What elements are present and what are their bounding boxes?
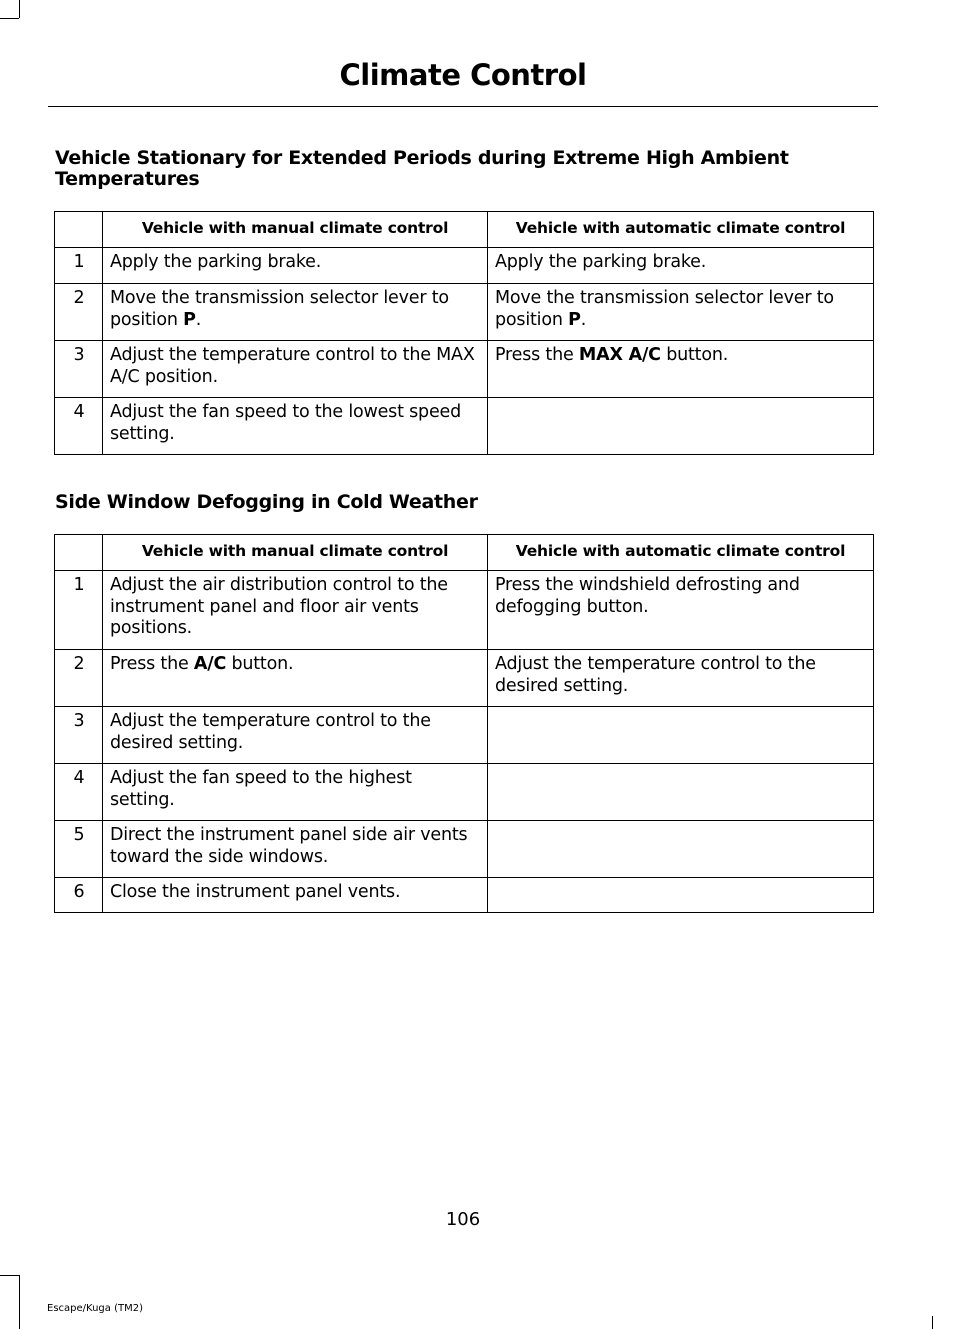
step-number: 4 <box>55 398 103 455</box>
manual-step <box>103 650 488 707</box>
header-manual: Vehicle with manual climate control <box>103 212 488 248</box>
manual-step-bold: A/C <box>193 654 227 674</box>
high-ambient-steps-table <box>54 211 874 455</box>
step-number: 3 <box>55 341 103 398</box>
table-row <box>55 707 874 764</box>
table-row <box>55 764 874 821</box>
manual-step: Adjust the temperature control to the MAX A/C position. <box>103 341 488 398</box>
table-row <box>55 248 874 284</box>
manual-step-text-after: . <box>195 309 202 330</box>
manual-step: Adjust the fan speed to the lowest speed setting. <box>103 398 488 455</box>
section-heading-high-ambient: Vehicle Stationary for Extended Periods during Extreme High Ambient Temperatures <box>55 147 789 190</box>
automatic-step <box>488 764 874 821</box>
header-number <box>55 535 103 571</box>
footer-model-label: Escape/Kuga (TM2) <box>47 1303 143 1314</box>
automatic-step <box>488 707 874 764</box>
header-automatic: Vehicle with automatic climate control <box>488 212 874 248</box>
step-number: 2 <box>55 284 103 341</box>
table-row <box>55 821 874 878</box>
manual-step: Adjust the air distribution control to the instrument panel and floor air vents positions. <box>103 571 488 650</box>
step-number: 1 <box>55 248 103 284</box>
manual-step: Apply the parking brake. <box>103 248 488 284</box>
automatic-step <box>488 821 874 878</box>
title-divider <box>48 106 878 107</box>
manual-step-text-after: button. <box>226 654 294 674</box>
table-header-row <box>55 535 874 571</box>
step-number: 5 <box>55 821 103 878</box>
step-number: 3 <box>55 707 103 764</box>
step-number: 1 <box>55 571 103 650</box>
automatic-step: Apply the parking brake. <box>488 248 874 284</box>
manual-step-bold: P <box>183 309 196 330</box>
table-row <box>55 571 874 650</box>
automatic-step: Adjust the temperature control to the desired setting. <box>488 650 874 707</box>
automatic-step <box>488 878 874 913</box>
page-number: 106 <box>445 1209 481 1230</box>
table-row <box>55 398 874 455</box>
table-row <box>55 341 874 398</box>
manual-step-text: Move the transmission selector lever to position <box>110 288 449 330</box>
header-number <box>55 212 103 248</box>
step-number: 2 <box>55 650 103 707</box>
manual-step <box>103 284 488 341</box>
table-header-row <box>55 212 874 248</box>
crop-mark <box>0 18 19 19</box>
step-number: 6 <box>55 878 103 913</box>
header-manual: Vehicle with manual climate control <box>103 535 488 571</box>
table-row <box>55 284 874 341</box>
automatic-step <box>488 341 874 398</box>
defogging-steps-table <box>54 534 874 913</box>
automatic-step-text-after: . <box>580 309 587 330</box>
header-automatic: Vehicle with automatic climate control <box>488 535 874 571</box>
manual-step: Direct the instrument panel side air vents toward the side windows. <box>103 821 488 878</box>
automatic-step <box>488 398 874 455</box>
automatic-step-text: Move the transmission selector lever to position <box>495 288 834 330</box>
manual-step-text: Press the <box>110 654 194 674</box>
automatic-step: Press the windshield defrosting and defogging button. <box>488 571 874 650</box>
table-row <box>55 878 874 913</box>
manual-step: Adjust the fan speed to the highest setting. <box>103 764 488 821</box>
section-heading-side-window-defogging: Side Window Defogging in Cold Weather <box>55 491 478 513</box>
crop-mark <box>0 1275 19 1276</box>
automatic-step-text: Press the <box>495 345 579 365</box>
page-title: Climate Control <box>339 58 587 92</box>
automatic-step <box>488 284 874 341</box>
manual-step: Close the instrument panel vents. <box>103 878 488 913</box>
automatic-step-text-after: button. <box>660 345 729 365</box>
automatic-step-bold: P <box>568 309 581 330</box>
crop-mark <box>932 1316 933 1329</box>
table-row <box>55 650 874 707</box>
crop-mark <box>19 1275 20 1329</box>
step-number: 4 <box>55 764 103 821</box>
automatic-step-bold: MAX A/C <box>578 345 661 365</box>
crop-mark <box>19 0 20 18</box>
manual-step: Adjust the temperature control to the desired setting. <box>103 707 488 764</box>
